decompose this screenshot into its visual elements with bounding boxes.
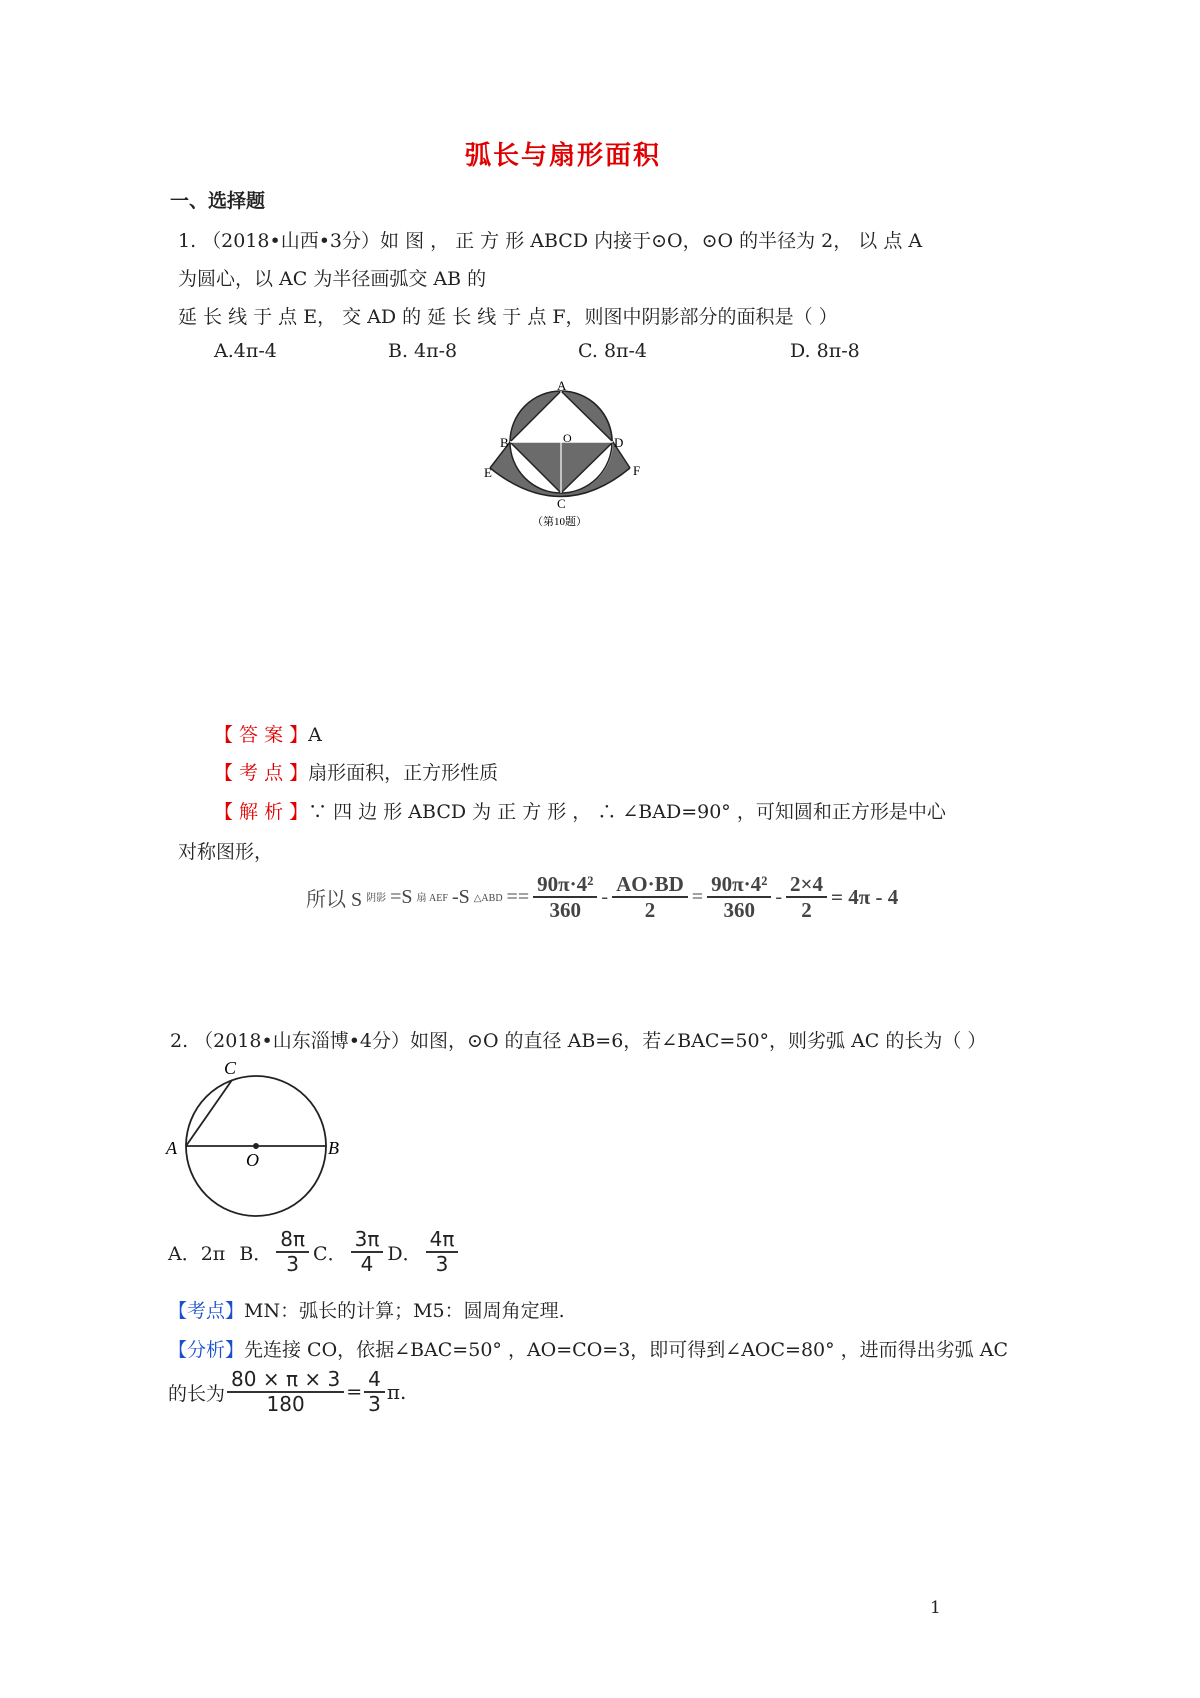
q1-jiexi-line2: 对称图形，	[178, 841, 274, 863]
formula-dash1: -	[601, 885, 609, 908]
answer-value: A	[308, 724, 322, 746]
q1-option-b: B. 4π-8	[388, 340, 458, 362]
q2-kaodian-text: MN：弧长的计算；M5：圆周角定理.	[244, 1300, 565, 1322]
fenxi-frac1: $\frac{80 \times \pi \times 3}{180}$	[227, 1368, 344, 1416]
fenxi-prefix: 的长为	[168, 1382, 226, 1405]
formula-frac2: $\frac{AO\cdot BD}{2}$	[612, 872, 688, 922]
q1-option-d: D. 8π-8	[790, 340, 860, 362]
jiexi-text: ∵ 四 边 形 ABCD 为 正 方 形 ， ∴ ∠BAD=90° ，可知圆和正方形是中心	[308, 801, 946, 823]
q1-label-d: D	[614, 435, 624, 450]
formula-minus: -S	[451, 885, 470, 908]
q2-option-b-label: B．	[239, 1242, 273, 1265]
fenxi-pi: π.	[386, 1380, 407, 1404]
q2-option-b-frac: $\frac{8\pi}{3}$	[276, 1228, 309, 1276]
formula-eq1: =S	[390, 885, 413, 908]
formula-sub1: 阴影	[366, 893, 387, 905]
answer-tag: 【 答 案 】	[214, 724, 309, 746]
q1-kaodian-row	[214, 758, 498, 785]
q2-figure	[162, 1058, 352, 1228]
q2-option-c-label: C．	[313, 1242, 347, 1265]
kaodian-tag: 【 考 点 】	[214, 762, 309, 784]
q2-option-d-frac: $\frac{4\pi}{3}$	[426, 1228, 459, 1276]
q1-line2: 为圆心，以 AC 为半径画弧交 AB 的	[178, 268, 487, 290]
q1-label-a: A	[557, 380, 567, 393]
jiexi-tag: 【 解 析 】	[214, 801, 309, 823]
q1-formula	[306, 872, 898, 922]
formula-sub3: △ABD	[473, 893, 503, 905]
q1-figure	[470, 380, 650, 530]
formula-dash2: -	[775, 885, 783, 908]
formula-sub2: 扇 AEF	[416, 893, 448, 905]
formula-result: = 4π - 4	[831, 884, 899, 909]
q2-kaodian-row	[168, 1296, 565, 1323]
formula-frac3: $\frac{\text{90π·4²}}{360}$	[707, 872, 771, 922]
q2-label-o: O	[246, 1150, 259, 1170]
q1-caption: （第10题）	[532, 516, 587, 528]
q2-option-a: A．2π	[168, 1242, 226, 1265]
q2-line1: 2. （2018•山东淄博•4分）如图，⊙O 的直径 AB=6，若∠BAC=50°，则劣弧 AC 的长为（ ）	[170, 1030, 987, 1052]
q2-option-d-label: D．	[387, 1242, 422, 1265]
q1-label-f: F	[633, 463, 641, 478]
formula-frac1: $\frac{\text{90π·4²}}{360}$	[533, 872, 597, 922]
q1-label-b: B	[500, 435, 509, 450]
q2-fenxi-formula	[168, 1368, 406, 1416]
page-number: 1	[930, 1598, 941, 1618]
q2-fenxi-row	[168, 1335, 1008, 1362]
q2-label-a: A	[166, 1138, 177, 1158]
q2-fenxi-tag: 【分析】	[168, 1339, 245, 1361]
q1-label-e: E	[484, 465, 492, 480]
q1-option-c: C. 8π-4	[578, 340, 648, 362]
section-heading: 一、选择题	[170, 190, 266, 212]
kaodian-text: 扇形面积，正方形性质	[308, 762, 499, 784]
q1-line1: 1. （2018•山西•3分）如 图 ， 正 方 形 ABCD 内接于⊙O，⊙O 的半径为 2， 以 点 A	[178, 230, 923, 252]
q1-line3: 延 长 线 于 点 E， 交 AD 的 延 长 线 于 点 F，则图中阴影部分的面积是（ ）	[178, 306, 838, 328]
q1-label-c: C	[557, 496, 566, 511]
formula-frac4: $\frac{2\times 4}{2}$	[786, 872, 827, 922]
q2-option-c-frac: $\frac{3\pi}{4}$	[351, 1228, 384, 1276]
q1-answer-row	[214, 720, 322, 747]
q2-kaodian-tag: 【考点】	[168, 1300, 245, 1322]
q2-label-b: B	[328, 1138, 339, 1158]
q2-fenxi-text: 先连接 CO，依据∠BAC=50° ，AO=CO=3，即可得到∠AOC=80° ，进而得出劣弧 AC	[244, 1339, 1008, 1361]
fenxi-frac2: $\frac{4}{3}$	[364, 1368, 385, 1416]
q1-option-a: A.4π-4	[214, 340, 277, 362]
q1-jiexi-row	[214, 797, 946, 824]
q2-label-c: C	[224, 1058, 237, 1078]
formula-prefix: 所以 S	[306, 888, 363, 911]
formula-eq3: =	[691, 885, 704, 908]
q2-options	[168, 1228, 458, 1276]
page-title: 弧长与扇形面积	[465, 141, 662, 171]
fenxi-eq: =	[346, 1381, 363, 1403]
formula-eq2: ==	[506, 885, 530, 908]
q1-label-o: O	[563, 431, 572, 445]
